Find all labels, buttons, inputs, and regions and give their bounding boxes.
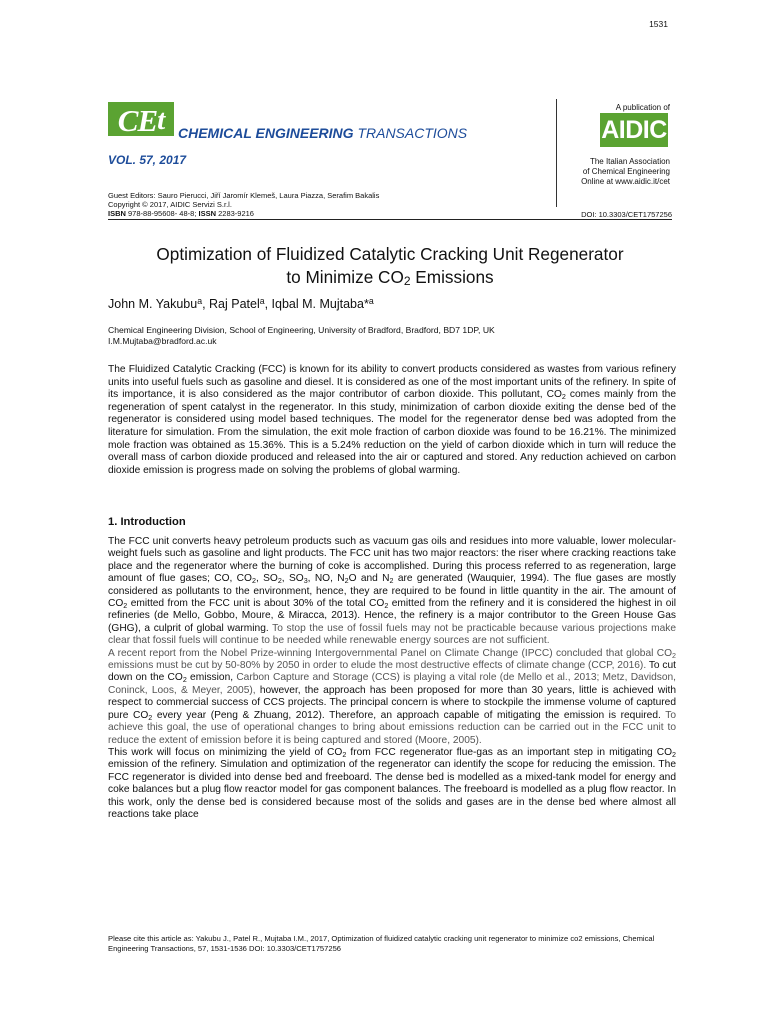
cet-logo: CE t bbox=[108, 102, 174, 136]
section-heading-introduction: 1. Introduction bbox=[108, 516, 186, 528]
association-info: The Italian Association of Chemical Engineering Online at www.aidic.it/cet bbox=[581, 157, 670, 186]
page-number: 1531 bbox=[649, 19, 668, 29]
abstract: The Fluidized Catalytic Cracking (FCC) is known for its ability to convert products considered as wastes from various refinery units into useful fuels such as gasoline and diesel. It is considered as one of the most important units of the refinery. In spite of its importance, it is also considered as the major contributor of carbon dioxide. This pollutant, $CO_2$ comes mainly from the regeneration of spent catalyst in the regenerator. In this study, minimization of carbon dioxide exiting the dense bed of the regenerator is considered using model based techniques. The model for the regenerator dense bed was adopted from the literature for simulation. From the simulation, the exit mole fraction of carbon dioxide was found to be 16.21%. The minimized mole fraction was obtained as 15.36%. This is a 5.24% reduction on the yield of carbon dioxide which in turn will reduce the overall mass of carbon dioxide produced and released into the air or captured and stored. Any reduction achieved on carbon dioxide emission is progress made on solving the problems of global warming. bbox=[108, 364, 676, 476]
affiliation: Chemical Engineering Division, School of Engineering, University of Bradford, Bradford, BD7 1DP, UK I.M.Mujtaba@bradford.ac.uk bbox=[108, 325, 495, 346]
doi-label[interactable]: DOI: 10.3303/CET1757256 bbox=[581, 210, 672, 219]
editors-block: Guest Editors: Sauro Pierucci, Jiří Jaromír Klemeš, Laura Piazza, Serafim Bakalis Copyright © 2017, AIDIC Servizi S.r.l. ISBN 978-88-95608- 48-8; ISSN 2283-9216 bbox=[108, 191, 380, 218]
publication-of-label: A publication of bbox=[615, 103, 670, 112]
journal-url[interactable]: Online at www.aidic.it/cet bbox=[581, 177, 670, 186]
authors: John M. Yakubu$^a$, Raj Patel$^a$, Iqbal M. Mujtaba*$^a$ bbox=[108, 296, 374, 311]
paragraph: This work will focus on minimizing the yield of $CO_2$ from FCC regenerator flue-gas as an important step in mitigating $CO_2$ emission of the refinery. Simulation and optimization of the regenerator can identify the scope for reducing the emission. The FCC regenerator is divided into dense bed and freeboard. The dense bed is modelled as a mixed-tank model for energy and coke balances but a plug flow reactor model for gas component balances. The freeboard is modelled as a plug flow reactor. In this work, only the dense bed is considered because most of the solids and gases are in the dense bed where almost all reactions take place bbox=[108, 746, 676, 820]
volume-label: VOL. 57, 2017 bbox=[108, 153, 187, 167]
paragraph: A recent report from the Nobel Prize-winning Intergovernmental Panel on Climate Change (IPCC) concluded that global $CO_2$ emissions must be cut by 50-80% by 2050 in order to elude the most destructive effects of climate change (CCP, 2016). To cut down on the $CO_2$ emission, Carbon Capture and Storage (CCS) is playing a vital role (de Mello et al., 2013; Metz, Davidson, Coninck, Loos, & Meyer, 2005), however, the approach has been proposed for more than 30 years, little is achieved with respect to commercial success of CCS projects. The principal concern is where to stockpile the immense volume of captured pure $CO_2$ every year (Peng & Zhuang, 2012). Therefore, an approach capable of mitigating the emission is required. To achieve this goal, the use of operational changes to bring about emissions reduction can be carried out in the FCC unit to reduce the extent of emission before it is being captured and stored (Moore, 2005). bbox=[108, 647, 676, 746]
aidic-logo: AIDIC bbox=[600, 113, 668, 147]
journal-name: CHEMICAL ENGINEERING TRANSACTIONS bbox=[178, 125, 468, 141]
header-rule bbox=[108, 219, 672, 220]
citation-footnote: Please cite this article as: Yakubu J., Patel R., Mujtaba I.M., 2017, Optimization of fluidized catalytic cracking unit regenerator to minimize co2 emissions, Chemical Engineering Transactions, 57, 1531-1536 DOI: 10.3303/CET1757256 bbox=[108, 934, 655, 953]
article-title: Optimization of Fluidized Catalytic Cracking Unit Regenerator to Minimize $CO_2$ Emissions bbox=[156, 244, 624, 288]
masthead-divider bbox=[556, 99, 557, 207]
introduction-body bbox=[108, 536, 676, 821]
paragraph: The FCC unit converts heavy petroleum products such as vacuum gas oils and residues into more valuable, lower molecular-weight fuels such as gasoline and light products. The FCC unit has two major reactors: the riser where cracking reactions take place and the regenerator where the burning of coke is accomplished. During this process referred to as regeneration, large amount of flue gases; CO, $CO_2$, $SO_2$, $SO_3$, NO, $N_2O$ and $N_2$ are generated (Wauquier, 1994). The flue gases are mostly considered as pollutants to the environment, hence, they are required to be found in little quantity in the air. The amount of $CO_2$ emitted from the FCC unit is about 30% of the total $CO_2$ emitted from the refinery and it is considered the highest in oil refineries (de Mello, Gobbo, Moure, & Miracca, 2013). Hence, the refinery is a major contributor to the Green House Gas (GHG), a culprit of global warming. To stop the use of fossil fuels may not be practicable because various projections make clear that fossil fuels will continue to be needed while renewable energy sources are not sufficient. bbox=[108, 536, 677, 647]
author-email[interactable]: I.M.Mujtaba@bradford.ac.uk bbox=[108, 336, 217, 346]
